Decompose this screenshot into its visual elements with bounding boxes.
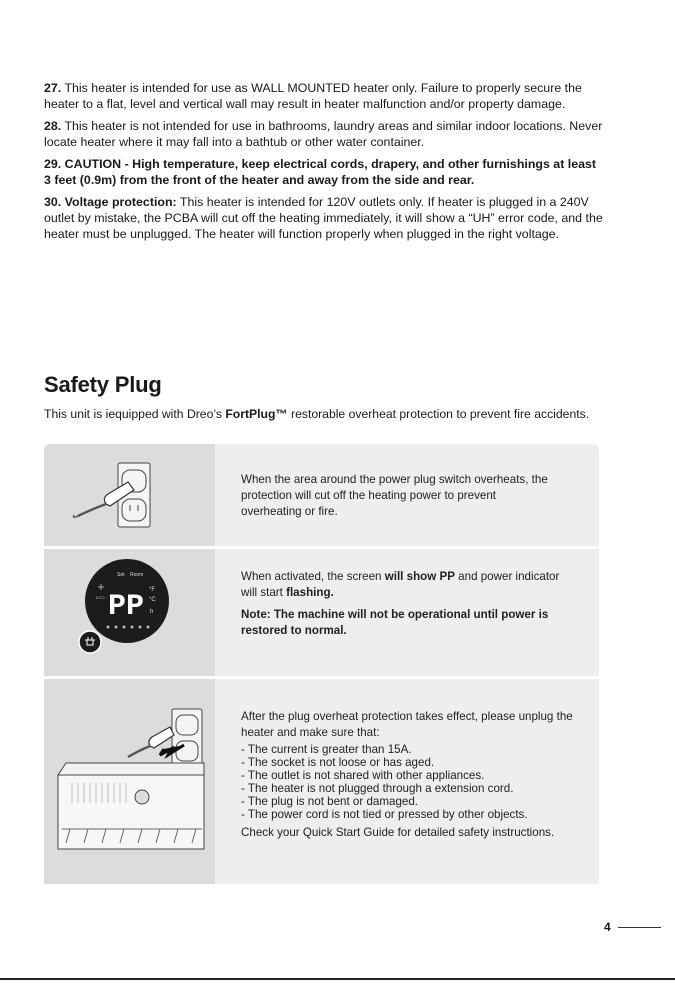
heater-unplug-illustration <box>44 679 215 884</box>
safety-checklist <box>241 743 586 821</box>
checklist-item: - The socket is not loose or has aged. <box>241 756 435 769</box>
instruction-28: 28. This heater is not intended for use in bathrooms, laundry areas and similar indoor locations. Never locate heater where it may fall into a bathtub or other water container. <box>44 119 603 149</box>
heater-icon <box>58 763 204 849</box>
section-intro: This unit is iequipped with Dreo’s FortPlug™ restorable overheat protection to prevent fire accidents. <box>44 407 590 421</box>
info-row-overheat <box>44 444 599 546</box>
page-number: 4 <box>604 920 611 934</box>
info-row-checklist <box>44 679 599 884</box>
checklist-item: - The plug is not bent or damaged. <box>241 795 419 808</box>
checklist-item: - The outlet is not shared with other appliances. <box>241 769 485 782</box>
bottom-rule <box>0 978 675 980</box>
checklist-item: - The current is greater than 15A. <box>241 743 412 756</box>
info-row-display <box>44 549 599 676</box>
display-room-label: Room <box>130 572 144 578</box>
instruction-27: 27. This heater is intended for use as WALL MOUNTED heater only. Failure to properly secure the heater to a flat, level and vertical wall may result in heater malfunction and/or property damage. <box>44 81 582 111</box>
section-title: Safety Plug <box>44 372 162 397</box>
plug-indicator-icon <box>79 631 101 653</box>
checklist-footer: Check your Quick Start Guide for detailed safety instructions. <box>241 826 555 839</box>
page-number-rule <box>618 927 661 928</box>
display-h-label: h <box>150 609 154 615</box>
checklist-item: - The power cord is not tied or pressed by other objects. <box>241 808 528 821</box>
instruction-29: 29. CAUTION - High temperature, keep electrical cords, drapery, and other furnishings at least 3 feet (0.9m) from the front of the heater and away from the side and rear. <box>44 157 597 187</box>
plug-outlet-illustration <box>44 444 215 546</box>
safety-instructions <box>44 80 604 248</box>
display-degc-label: °C <box>149 597 156 603</box>
row-text: After the plug overheat protection takes effect, please unplug the heater and make sure that: - The current is greater than 15A. - The socket is not loose or has aged. - The outlet is not shared with other appliances. - The heater is not plugged through a extension cord. - The plug is not bent or damaged. - The power cord is not tied or pressed by other objects. Check your Quick Start Guide for detailed safety instructions. <box>241 709 586 841</box>
instruction-30: 30. Voltage protection: This heater is intended for 120V outlets only. If heater is plugged in a 240V outlet by mistake, the PCBA will cut off the heating immediately, it will show a “UH” error code, and the heater must be unplugged. The heater will function properly when plugged in the right voltage. <box>44 195 603 241</box>
control-display-illustration <box>44 549 215 676</box>
row-text: When activated, the screen will show PP and power indicator will start flashing. Note: The machine will not be operational until power is restored to normal. <box>241 569 571 639</box>
warning-note: Note: The machine will not be operational until power is restored to normal. <box>241 608 549 637</box>
row-text: When the area around the power plug switch overheats, the protection will cut off the heating power to prevent overheating or fire. <box>241 473 548 518</box>
checklist-item: - The heater is not plugged through a extension cord. <box>241 782 514 795</box>
display-degf-label: °F <box>149 587 156 593</box>
display-pp-code: PP <box>107 590 145 624</box>
display-eco-label: ECO <box>96 595 105 600</box>
wall-outlet-icon <box>172 709 202 771</box>
display-set-label: Set <box>117 572 125 578</box>
safety-plug-panel <box>44 444 599 884</box>
